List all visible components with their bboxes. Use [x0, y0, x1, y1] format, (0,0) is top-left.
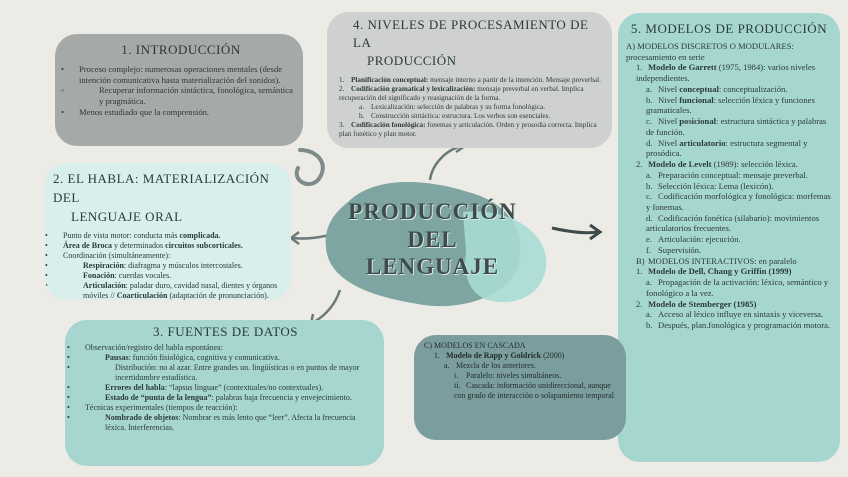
list-text: Codificación morfológica y fonológica: morfemas y fonemas.	[646, 191, 831, 213]
list-marker: a.	[646, 277, 652, 288]
habla-box	[45, 163, 291, 300]
list-item	[424, 361, 618, 371]
list-text: : diafragma y músculos intercostales.	[123, 260, 243, 270]
list-text: Modelo de Dell, Chang y Griffin (1999)	[648, 266, 792, 277]
list-text: : función fisiológica, cognitiva y comunicativa.	[128, 353, 280, 362]
list-marker: e.	[646, 234, 652, 245]
list-text: Modelo de Rapp y Goldrick	[446, 351, 542, 360]
modelos-title: 5. MODELOS DE PRODUCCIÓN	[630, 21, 828, 36]
list-text: Pausas	[105, 353, 129, 362]
list-item	[75, 343, 376, 353]
list-marker: a.	[646, 169, 652, 180]
center-title-line: DEL	[407, 226, 458, 252]
list-item	[626, 266, 832, 277]
list-item	[626, 95, 832, 116]
niveles-title-line: 4. NIVELES DE PROCESAMIENTO DE LA	[353, 17, 589, 51]
list-text: Mezcla de los anteriores.	[456, 361, 536, 370]
list-text: Propagación de la activación: léxico, semántico y fonológico a la vez.	[646, 277, 829, 298]
fuentes-list	[75, 343, 376, 433]
list-marker: B)	[636, 255, 645, 266]
list-item	[626, 309, 832, 320]
niveles-title-line: PRODUCCIÓN	[367, 53, 457, 69]
list-item: ◦ Recuperar información sintáctica, fonológica, semántica y pragmática.	[69, 85, 293, 106]
list-marker: 1.	[339, 75, 345, 84]
list-text: (1975, 1984): varios niveles independientes.	[636, 62, 816, 84]
niveles-title	[339, 16, 602, 71]
niveles-list	[339, 76, 602, 139]
list-text: : estructura segmental y prosódica.	[646, 137, 808, 159]
habla-title	[53, 170, 283, 227]
list-item	[626, 245, 832, 256]
list-text: Estado de “punta de la lengua”	[105, 393, 212, 402]
list-item	[53, 231, 283, 241]
list-item	[626, 277, 832, 298]
list-item	[53, 261, 283, 271]
center-title-line: LENGUAJE	[365, 254, 500, 280]
list-text: Planificación conceptual:	[351, 75, 429, 84]
list-item	[626, 234, 832, 245]
list-marker: b.	[646, 94, 653, 105]
list-text: : paladar duro, cavidad nasal, dientes y órganos móviles //	[83, 280, 278, 300]
list-marker: b.	[646, 320, 653, 331]
list-text: : palabras baja frecuencia y envejecimiento.	[211, 393, 352, 402]
list-text: fonemas y articulación. Orden y prosodia correcta. Implica plan fonético y plan motor.	[339, 120, 597, 138]
list-text: Lexicalización: selección de palabras y su forma fonológica.	[371, 102, 546, 111]
list-text: Fonación	[83, 270, 115, 280]
list-marker: d.	[646, 212, 653, 223]
list-text: : “lapsus linguae” (contextuales/no contextuales).	[164, 383, 324, 392]
list-marker: 1.	[636, 266, 643, 277]
list-text: Nivel	[658, 137, 680, 148]
list-item	[53, 241, 283, 251]
list-text: Preparación conceptual: mensaje preverbal.	[658, 169, 808, 180]
list-item	[626, 320, 832, 331]
list-marker: 3.	[339, 120, 345, 129]
habla-title-line: LENGUAJE ORAL	[71, 208, 183, 224]
list-item	[339, 112, 602, 121]
center-title-line: PRODUCCIÓN	[348, 199, 517, 224]
center-title	[330, 198, 535, 281]
list-marker: a.	[646, 309, 652, 320]
list-item	[53, 271, 283, 281]
list-marker: c.	[646, 191, 652, 202]
list-marker: 1.	[434, 351, 440, 360]
list-text: Cascada: información unidireccional, aunque con grado de interacción o solapamiento temporal	[454, 381, 614, 400]
list-text: funcional	[679, 94, 714, 105]
list-item	[339, 121, 602, 139]
list-marker: 1.	[636, 62, 643, 73]
cascada-box	[414, 335, 626, 440]
list-item	[339, 85, 602, 103]
list-item	[424, 371, 618, 381]
list-text: Articulación	[83, 280, 126, 290]
list-item	[626, 181, 832, 192]
list-item	[424, 351, 618, 361]
list-text: Punto de vista motor: conducta más	[63, 230, 180, 240]
list-item	[626, 159, 832, 170]
list-text: Observación/registro del habla espontánea:	[85, 343, 223, 352]
list-item	[626, 41, 832, 62]
list-marker: f.	[646, 244, 652, 255]
list-item	[626, 256, 832, 267]
list-item	[626, 84, 832, 95]
list-text: Acceso al léxico influye en sintaxis y viceversa.	[658, 309, 824, 320]
list-text: posicional	[679, 116, 717, 127]
niveles-box	[327, 12, 612, 148]
list-text: : conceptualización.	[718, 83, 788, 94]
list-text: Nombrado de objetos	[105, 413, 179, 422]
list-text: Nivel	[658, 94, 680, 105]
list-text: articulatorio	[679, 137, 726, 148]
list-text: circuitos subcorticales.	[165, 240, 243, 250]
modelos-box	[618, 13, 840, 462]
list-text: : Nombrar es más lento que “leer”. Afecta la frecuencia léxica. Interferencias.	[105, 413, 356, 432]
list-text: Técnicas experimentales (tiempos de reacción):	[85, 403, 238, 412]
list-item	[75, 383, 376, 393]
list-text: (1989): selección léxica.	[711, 159, 798, 170]
list-text: Selección léxica: Lema (lexicón).	[658, 180, 774, 191]
list-item	[626, 213, 832, 234]
list-marker: d.	[646, 137, 653, 148]
modelos-list	[626, 41, 832, 331]
list-item	[626, 116, 832, 137]
list-text: Errores del habla	[105, 383, 165, 392]
list-text: Construcción sintáctica: estructura. Los verbos son esenciales.	[371, 111, 551, 120]
list-item	[339, 76, 602, 85]
list-text: Coarticulación	[116, 290, 168, 300]
list-item	[75, 393, 376, 403]
list-text: Modelo de Levelt	[648, 159, 712, 170]
habla-list	[53, 231, 283, 300]
list-marker: c.	[646, 116, 652, 127]
list-text: mensaje preverbal en verbal. Implica recuperación del significado y reasignación de la forma.	[339, 84, 584, 102]
list-marker: 2.	[339, 84, 345, 93]
list-item	[424, 381, 618, 401]
list-text: A) MODELOS DISCRETOS O MODULARES: procesamiento en serie	[626, 41, 794, 62]
fuentes-title: 3. FUENTES DE DATOS	[152, 324, 299, 339]
list-marker: b.	[359, 111, 365, 120]
list-text: Paralelo: niveles simultáneos.	[466, 371, 562, 380]
list-marker: a.	[359, 102, 364, 111]
list-item	[626, 299, 832, 310]
list-text: Modelo de Garrett	[648, 62, 717, 73]
list-item	[626, 138, 832, 159]
list-text: : cuerdas vocales.	[114, 270, 172, 280]
list-text: : estructura sintáctica y palabras de función.	[646, 116, 827, 137]
list-text: Área de Broca	[63, 240, 113, 250]
arrow-to-box5	[552, 228, 598, 233]
list-text: complicada.	[179, 230, 221, 240]
list-text: Distribución: no al azar. Entre grandes un. lingüísticas o en puntos de mayor incertidumbre estadística.	[115, 363, 360, 382]
list-text: mensaje interno a partir de la intención. Mensaje preverbal.	[428, 75, 601, 84]
list-marker: 2.	[636, 298, 643, 309]
introduccion-box	[55, 34, 303, 146]
list-item: • Menos estudiado que la comprensión.	[69, 107, 293, 118]
list-marker: 2.	[636, 159, 643, 170]
list-marker: a.	[444, 361, 450, 370]
list-item	[75, 363, 376, 383]
list-item	[339, 103, 602, 112]
list-marker: i.	[454, 371, 459, 380]
list-marker: ii.	[454, 381, 461, 390]
list-text: Coordinación (simultáneamente):	[63, 250, 171, 260]
introduccion-title: 1. INTRODUCCIÓN	[121, 42, 241, 57]
list-item	[53, 281, 283, 300]
list-text: Codificación fonética (silabario): movimientos articulatorios frecuentes.	[646, 212, 820, 234]
list-item	[75, 353, 376, 363]
list-text: Codificación fonológica:	[351, 120, 426, 129]
list-text: (2000)	[541, 351, 565, 360]
list-text: Supervisión.	[658, 244, 702, 255]
list-text: Respiración	[83, 260, 124, 270]
list-text: Modelo de Stemberger (1985)	[648, 298, 757, 309]
list-item	[626, 191, 832, 212]
list-item	[626, 170, 832, 181]
list-marker: a.	[646, 83, 652, 94]
list-item	[626, 62, 832, 83]
cascada-list	[424, 341, 618, 401]
list-text: C) MODELOS EN CASCADA	[424, 341, 526, 350]
list-item	[424, 341, 618, 351]
list-text: : selección léxica y funciones gramaticales.	[646, 94, 815, 116]
list-text: y determinados	[112, 240, 166, 250]
fuentes-box	[65, 320, 384, 466]
list-item	[53, 251, 283, 261]
list-text: Nivel	[658, 116, 680, 127]
list-text: MODELOS INTERACTIVOS: en paralelo	[648, 255, 797, 266]
list-text: Nivel	[658, 83, 680, 94]
list-text: Codificación gramatical y lexicalización:	[351, 84, 476, 93]
list-marker: b.	[646, 180, 653, 191]
list-item	[75, 413, 376, 433]
list-text: Articulación: ejecución.	[658, 234, 741, 245]
list-text: (adaptación de pronunciación).	[167, 290, 269, 300]
habla-title-line: 2. EL HABLA: MATERIALIZACIÓN DEL	[53, 171, 270, 205]
list-item: • Proceso complejo: numerosas operaciones mentales (desde intención comunicativa hasta materialización del sonidos).	[69, 64, 293, 85]
list-item	[75, 403, 376, 413]
list-text: conceptual	[679, 83, 719, 94]
list-text: Después, plan.fonológica y programación motora.	[658, 320, 831, 331]
